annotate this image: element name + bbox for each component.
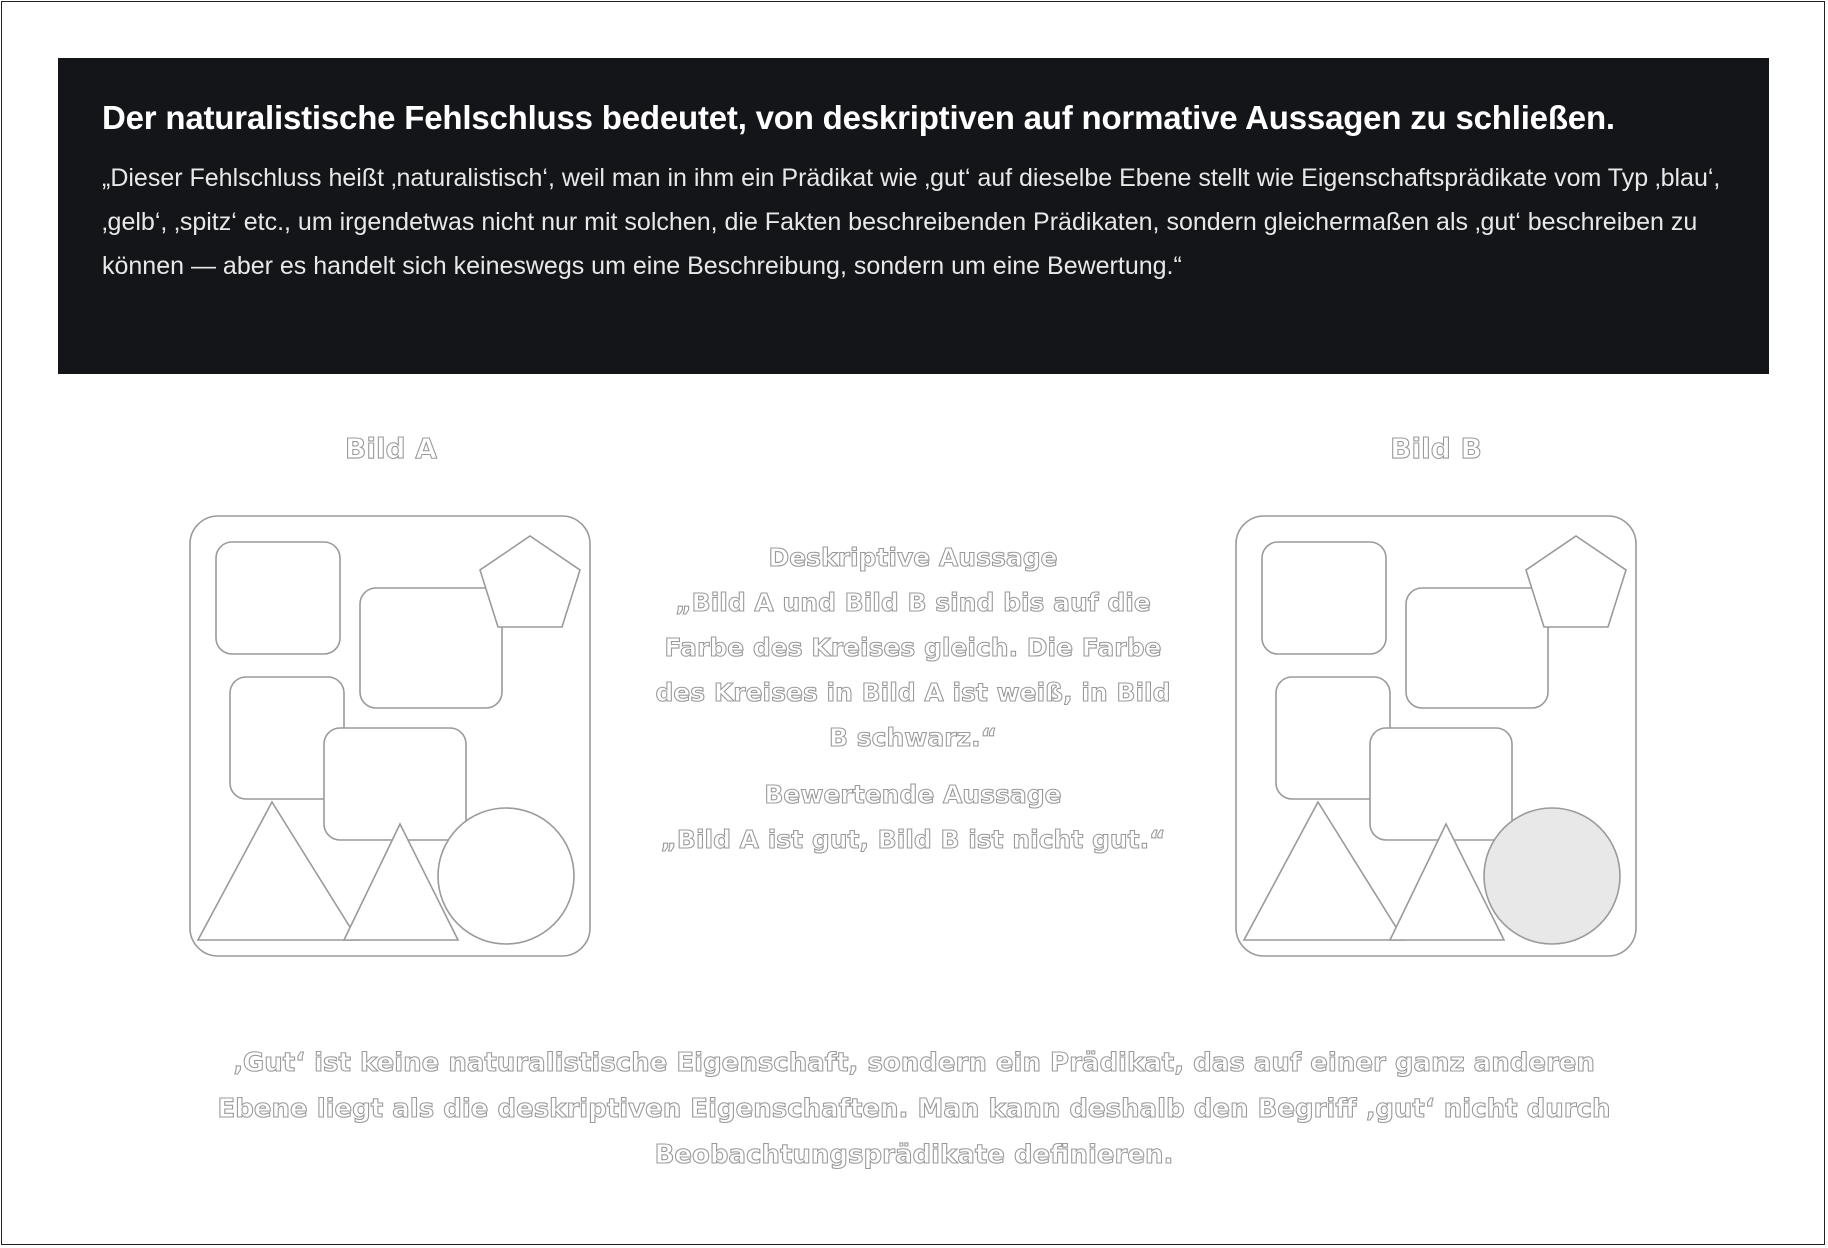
image-a-circle — [438, 808, 574, 944]
image-a-square-4 — [324, 728, 466, 840]
image-b-square-4 — [1370, 728, 1512, 840]
image-a-square-2 — [360, 588, 502, 708]
descriptive-text: „Bild A und Bild B sind bis auf die Farbe des Kreises gleich. Die Farbe des Kreises in Bild A ist weiß, in Bild B schwarz.“ — [655, 588, 1171, 752]
image-b-square-1 — [1262, 542, 1386, 654]
image-a-label: Bild A — [345, 432, 437, 465]
image-a-square-1 — [216, 542, 340, 654]
header-title: Der naturalistische Fehlschluss bedeutet, von deskriptiven auf normative Aussagen zu schließen. — [102, 99, 1615, 136]
descriptive-heading: Deskriptive Aussage — [768, 543, 1058, 572]
center-statements — [648, 535, 1178, 862]
header-quote: „Dieser Fehlschluss heißt ‚naturalistisch‘, weil man in ihm ein Prädikat wie ‚gut‘ auf dieselbe Ebene stellt wie Eigenschaftsprädikate vom Typ ‚blau‘, ‚gelb‘, ‚spitz‘ etc., um irgendetwas nicht nur mit solchen, die Fakten beschreibenden Prädikaten, sondern gleichermaßen als ‚gut‘ beschreiben zu können — aber es handelt sich keineswegs um eine Beschreibung, sondern um eine Bewertung.“ — [102, 164, 1721, 280]
image-b-square-2 — [1406, 588, 1548, 708]
image-b-label: Bild B — [1390, 432, 1482, 465]
image-a-shapes — [188, 512, 598, 962]
image-b-shapes — [1234, 512, 1644, 962]
header-panel — [58, 58, 1769, 374]
evaluative-text: „Bild A ist gut, Bild B ist nicht gut.“ — [660, 825, 1166, 854]
evaluative-heading: Bewertende Aussage — [764, 780, 1062, 809]
image-b-circle — [1484, 808, 1620, 944]
footer-text: ‚Gut‘ ist keine naturalistische Eigenschaft, sondern ein Prädikat, das auf einer ganz anderen Ebene liegt als die deskriptiven Eigenschaften. Man kann deshalb den Begriff ‚gut‘ nicht durch Beobachtungsprädikate definieren. — [217, 1048, 1611, 1170]
